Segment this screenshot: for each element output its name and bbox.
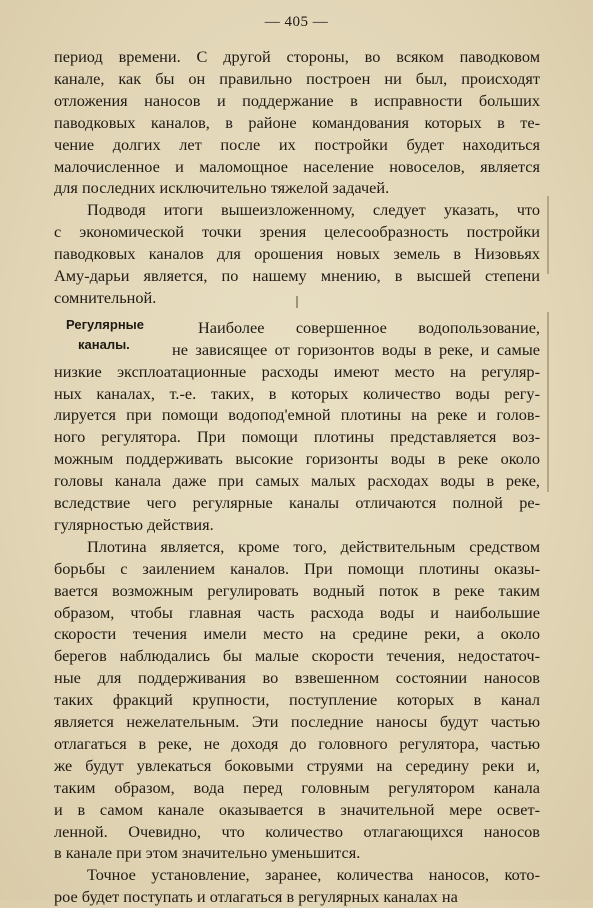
margin-note-heading: Регулярные bbox=[66, 317, 145, 332]
text-line: Наиболее совершенное водопользование, bbox=[198, 318, 540, 337]
text-line: паводковых каналов для орошения новых земель в Низовьях bbox=[54, 244, 540, 263]
text-line: Плотина является, кроме того, действительным средством bbox=[87, 537, 540, 556]
text-line: Подводя итоги вышеизложенному, следует указать, что bbox=[87, 200, 540, 219]
text-line: отложения наносов и поддержание в исправности больших bbox=[54, 91, 540, 110]
text-line: рое будет поступать и отлагаться в регулярных каналах на bbox=[54, 887, 458, 906]
text-line: вается возможным регулировать водный поток в реке таким bbox=[54, 581, 540, 600]
margin-line-mark bbox=[547, 312, 549, 492]
press-tick-mark bbox=[296, 296, 298, 308]
text-line: борьбы с заилением каналов. При помощи плотины оказы- bbox=[54, 559, 540, 578]
text-line: чение долгих лет после их постройки будет находиться bbox=[54, 135, 540, 154]
text-line: для последних исключительно тяжелой задачей. bbox=[54, 178, 390, 197]
text-line: не зависящее от горизонтов воды в реке, и самые bbox=[172, 340, 540, 359]
margin-line-mark bbox=[547, 196, 549, 274]
text-line: ленной. Очевидно, что количество отлагающихся наносов bbox=[54, 822, 540, 841]
text-line: Аму-дарьи является, по нашему мнению, в высшей степени bbox=[54, 266, 540, 285]
text-line: и в самом канале оказывается в значительной мере освет- bbox=[54, 800, 540, 819]
text-line: ных каналах, т.-е. таких, в которых количество воды регу- bbox=[54, 384, 540, 403]
text-line: в канале при этом значительно уменьшится. bbox=[54, 843, 361, 862]
text-line: вследствие чего регулярные каналы отличаются полной ре- bbox=[54, 493, 540, 512]
text-line: ного регулятора. При помощи плотины представляется воз- bbox=[54, 427, 540, 446]
text-line: же будут увлекаться боковыми струями на середину реки и, bbox=[54, 756, 540, 775]
text-line: малочисленное и маломощное население новоселов, является bbox=[54, 157, 540, 176]
text-line: является нежелательным. Эти последние наносы будут частью bbox=[54, 712, 540, 731]
text-line: образом, чтобы главная часть расхода воды и наибольшие bbox=[54, 603, 540, 622]
text-line: низкие эксплоатационные расходы имеют место на регуляр- bbox=[54, 362, 540, 381]
text-line: гулярностью действия. bbox=[54, 515, 214, 534]
text-line: сомнительной. bbox=[54, 288, 157, 307]
page-number: — 405 — bbox=[264, 14, 329, 30]
text-line: таким образом, вода перед головным регулятором канала bbox=[54, 778, 540, 797]
text-line: можным поддерживать высокие горизонты воды в реке около bbox=[54, 449, 540, 468]
text-line: канале, как бы он правильно построен ни был, происходят bbox=[54, 69, 540, 88]
text-line: головы канала даже при самых малых расходах воды в реке, bbox=[54, 471, 540, 490]
text-line: ные для поддерживания во взвешенном состоянии наносов bbox=[54, 668, 540, 687]
text-line: лируется при помощи водопод'емной плотины на реке и голов- bbox=[54, 405, 540, 424]
text-line: паводковых каналов, в районе командования которых в те- bbox=[54, 113, 540, 132]
text-line: период времени. С другой стороны, во всяком паводковом bbox=[54, 47, 540, 66]
text-line: таких фракций крупности, поступление которых в канал bbox=[54, 690, 540, 709]
text-line: отлагаться в реке, не доходя до головного регулятора, частью bbox=[54, 734, 540, 753]
text-line: Точное установление, заранее, количества наносов, кото- bbox=[87, 865, 540, 884]
text-line: с экономической точки зрения целесообразность постройки bbox=[54, 222, 540, 241]
text-line: скорости течения имели место на средине реки, а около bbox=[54, 624, 540, 643]
margin-note-heading: каналы. bbox=[78, 337, 130, 352]
text-line: берегов наблюдались бы малые скорости течения, недостаточ- bbox=[54, 646, 540, 665]
